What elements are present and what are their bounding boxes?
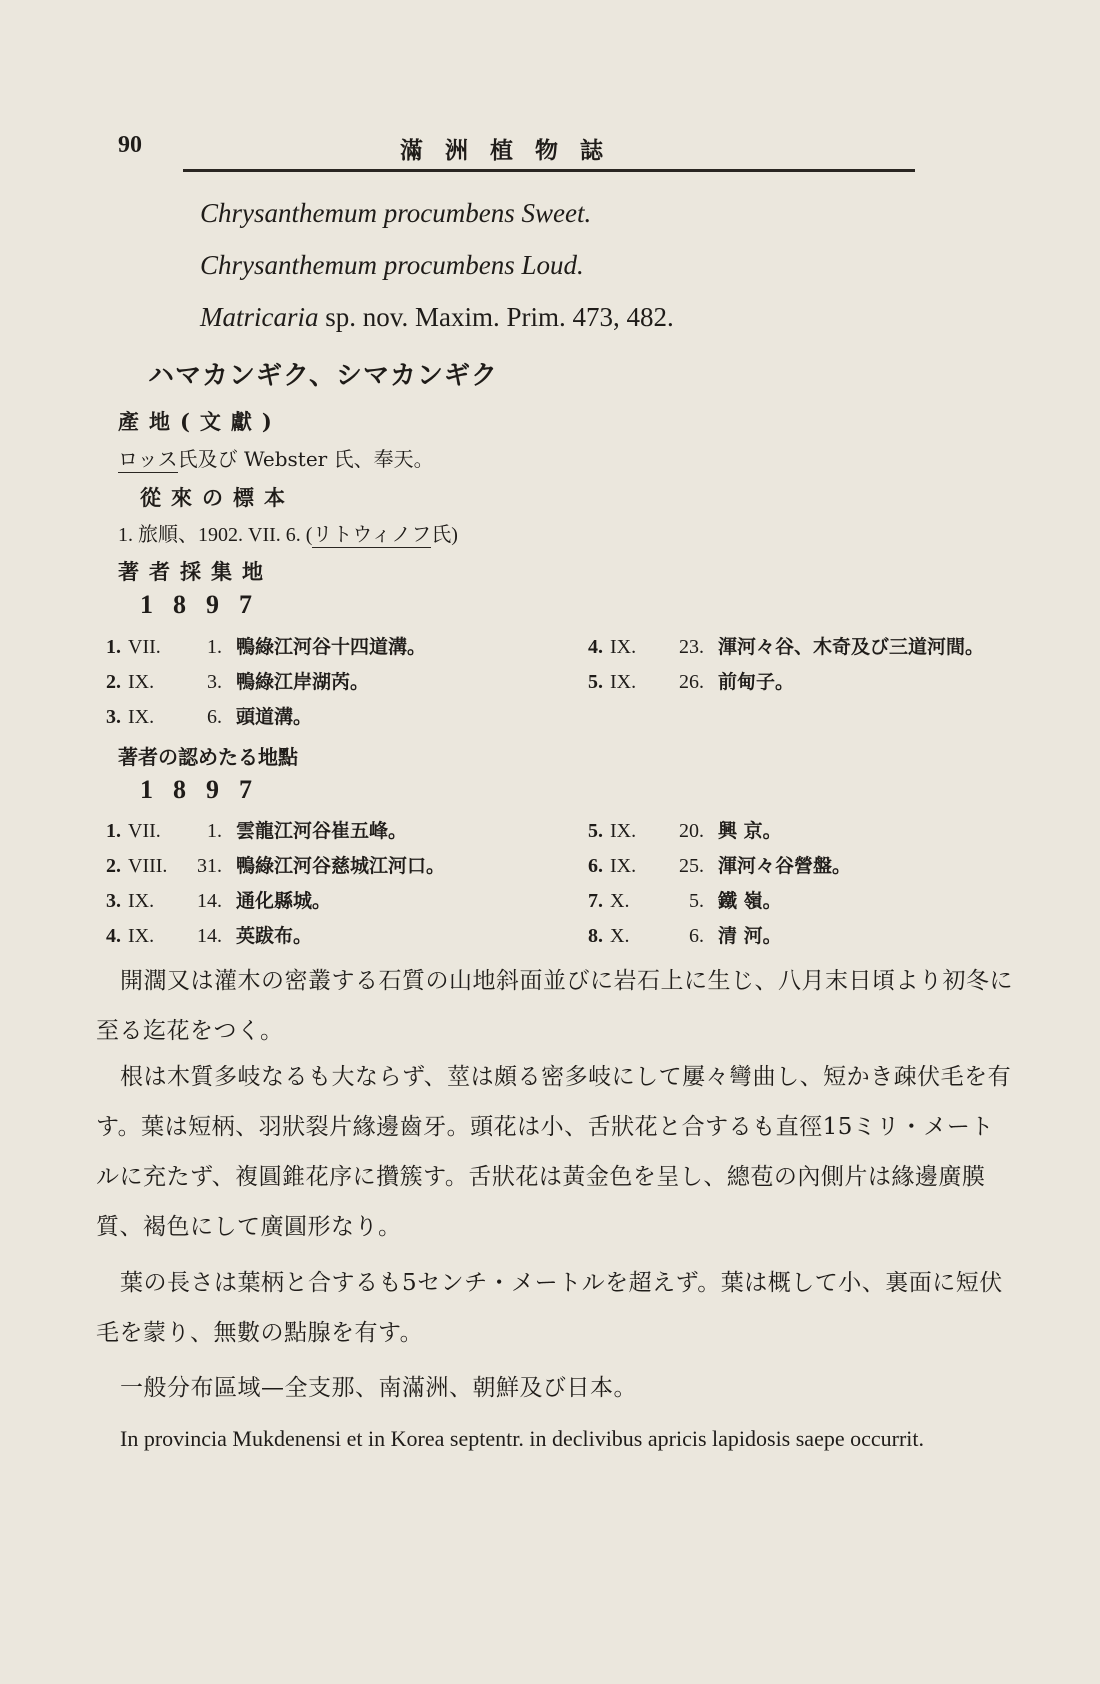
running-head-title: 滿洲植物誌	[400, 137, 625, 164]
observed-year: 1897	[140, 775, 272, 804]
description-paragraph: 根は木質多岐なるも大ならず、莖は頗る密多岐にして屢々彎曲し、短かき疎伏毛を有す。葉は短柄、羽狀裂片緣邊齒牙。頭花は小、舌狀花と合するも直徑15ミリ・メートルに充たず、複圓錐花序に攢簇す。舌狀花は黃金色を呈し、總苞の內側片は緣邊廣膜質、褐色にして廣圓形なり。	[96, 1064, 1012, 1240]
synonym-authority: Sweet.	[521, 198, 592, 228]
observed-record: 8. X. 6. 清 河。	[588, 925, 782, 947]
synonym-name: Chrysanthemum procumbens	[200, 198, 515, 228]
japanese-common-names: ハマカンギク、シマカンギク	[148, 361, 498, 391]
collector-name-underlined: リトウィノフ	[312, 524, 432, 546]
page-number: 90	[118, 132, 142, 158]
locality-text-rest: 氏及び Webster 氏、奉天。	[177, 447, 434, 471]
collection-record: 3. IX. 6. 頭道溝。	[106, 706, 313, 728]
observed-record: 4. IX. 14. 英跋布。	[106, 925, 313, 947]
synonym-name: Matricaria	[200, 302, 319, 332]
section-heading-previous-specimens: 從來の標本	[140, 485, 295, 510]
locality-literature-text	[118, 443, 434, 472]
habitat-paragraph: 開濶又は灌木の密叢する石質の山地斜面並びに岩石上に生じ、八月末日頃より初冬に至る迄花をつく。	[96, 968, 1013, 1044]
observed-record: 6. IX. 25. 渾河々谷營盤。	[588, 855, 852, 877]
leaves-paragraph: 葉の長さは葉柄と合するも5センチ・メートルを超えず。葉は概して小、裏面に短伏毛を蒙り、無數の點腺を有す。	[96, 1270, 1003, 1346]
section-heading-locality: 產地(文獻)	[118, 409, 282, 434]
observed-record: 1. VII. 1. 雲龍江河谷崔五峰。	[106, 820, 408, 842]
header-rule	[183, 169, 915, 172]
collection-record: 5. IX. 26. 前甸子。	[588, 671, 795, 693]
latin-paragraph: In provincia Mukdenensi et in Korea septentr. in declivibus apricis lapidosis saepe occurrit.	[120, 1426, 924, 1451]
distribution-paragraph: 一般分布區域—全支那、南滿洲、朝鮮及び日本。	[120, 1375, 637, 1401]
collection-record: 2. IX. 3. 鴨綠江岸湖芮。	[106, 671, 370, 693]
previous-specimen-line	[118, 518, 458, 547]
specimen-prefix: 1. 旅順、1902. VII. 6. (	[118, 524, 313, 546]
observed-record: 2. VIII. 31. 鴨綠江河谷慈城江河口。	[106, 855, 446, 877]
synonym-1	[200, 198, 591, 229]
collector-name-underlined: ロッス	[118, 447, 178, 471]
synonym-name: Chrysanthemum procumbens	[200, 250, 515, 280]
observed-record: 7. X. 5. 鐵 嶺。	[588, 890, 782, 912]
collection-record: 4. IX. 23. 渾河々谷、木奇及び三道河間。	[588, 636, 985, 658]
synonym-2	[200, 250, 584, 281]
synonym-authority: Loud.	[521, 250, 584, 280]
section-heading-author-observed: 著者の認めたる地點	[118, 745, 298, 769]
synonym-3	[200, 302, 674, 333]
collection-record: 1. VII. 1. 鴨綠江河谷十四道溝。	[106, 636, 427, 658]
collection-year: 1897	[140, 590, 272, 619]
synonym-authority: sp. nov. Maxim. Prim. 473, 482.	[325, 302, 674, 332]
observed-record: 3. IX. 14. 通化縣城。	[106, 890, 332, 912]
observed-record: 5. IX. 20. 興 京。	[588, 820, 782, 842]
specimen-suffix: 氏)	[431, 524, 458, 546]
section-heading-author-collection: 著者採集地	[118, 559, 273, 584]
